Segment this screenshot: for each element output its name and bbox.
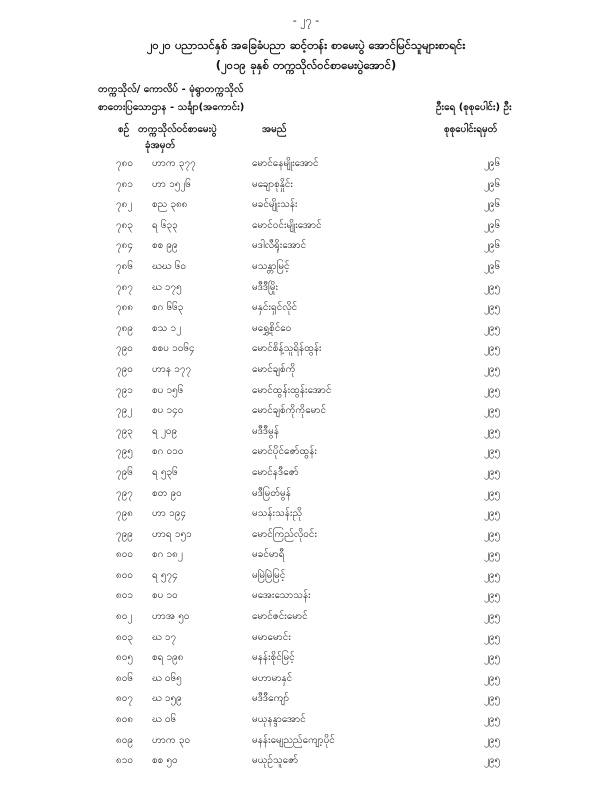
department-line: စာတေးပြသောဌာန - သင်္ချာ(အကောင်း) (98, 102, 245, 113)
row-roll-number: ဃဃ ၆၀ (152, 260, 186, 272)
table-row (0, 424, 612, 445)
row-serial: ၇၉၇ (116, 487, 133, 499)
row-name: မဟာမာနှင် (252, 672, 293, 684)
row-serial: ၇၉၅ (116, 446, 133, 458)
row-name: မနန်းစိုင်မြင့် (252, 652, 295, 664)
row-roll-number: ဟာက ၃၇၇ (152, 158, 196, 169)
row-serial: ၇၈၉ (116, 322, 133, 334)
row-roll-number: စပ ၁၅၆ (152, 384, 184, 396)
page-number: - ၂၇ - (292, 14, 320, 27)
table-row (0, 486, 612, 507)
row-name: မောင်ပိုင်ဇော်ထွန်း (252, 446, 317, 458)
table-row (0, 383, 612, 404)
row-serial: ၈၀၅ (116, 652, 133, 664)
row-marks: ၂၉၅ (484, 322, 501, 334)
row-roll-number: စဂ ၀၁၀ (152, 446, 184, 458)
university-line: တက္ကသိုလ်/ ကောလိပ် - မုံရွာတက္ကသိုလ် (98, 84, 244, 95)
row-marks: ၂၉၅ (484, 508, 501, 520)
row-name: မမြဲမြဲမြင့် (252, 569, 286, 581)
row-roll-number: စဂ ၆၆၃ (152, 302, 184, 314)
row-serial: ၇၉၂ (116, 405, 133, 417)
row-name: မရွှေ့စိုင်ဝေ (252, 322, 292, 334)
row-marks: ၂၉၅ (484, 425, 501, 437)
row-roll-number: စသ ၁၂ (152, 322, 182, 334)
row-name: မဒီဒီမြိုး (252, 281, 279, 293)
row-name: မနှင်းရှင်လိုင် (252, 302, 298, 314)
row-name: မသန်းသန်းညို (252, 508, 303, 520)
results-table (0, 156, 612, 774)
row-roll-number: ရ ၂၀၉ (152, 425, 178, 437)
row-roll-number: စစ ၅၀ (152, 755, 178, 767)
table-row (0, 156, 612, 177)
row-roll-number: ဟာအ ၅၀ (152, 611, 190, 623)
row-name: မနန်းမျေညည်ကျော့ပိုင် (252, 734, 335, 746)
table-row (0, 321, 612, 342)
row-marks: ၂၉၅ (484, 734, 501, 746)
row-roll-number: စဂ ၁၈၂ (152, 549, 183, 561)
row-marks: ၂၉၅ (484, 672, 501, 684)
table-row (0, 671, 612, 692)
row-marks: ၂၉၅ (484, 755, 501, 767)
row-name: မောင်နေမျိုးအောင် (252, 158, 319, 169)
row-marks: ၂၉၆ (484, 199, 501, 211)
row-marks: ၂၉၆ (484, 240, 501, 252)
row-roll-number: စပ ၁၀ (152, 590, 178, 602)
row-marks: ၂၉၅ (484, 631, 501, 643)
row-roll-number: ဃ ၀၆၅ (152, 672, 182, 684)
header-serial: စဉ် (118, 124, 130, 135)
row-roll-number: စပ ၁၄၀ (152, 405, 184, 417)
row-roll-number: ဟာန ၁၇၇ (152, 363, 192, 375)
row-serial: ၇၉၈ (116, 508, 133, 520)
row-serial: ၈၀၀ (116, 569, 133, 581)
table-row (0, 650, 612, 671)
row-name: မောင်ထွန်းထွန်းအောင် (252, 384, 332, 396)
table-row (0, 300, 612, 321)
table-row (0, 506, 612, 527)
row-roll-number: ဟာ ၁၉၄ (152, 508, 186, 520)
row-name: မောင်ကြည်လိုဝင်း (252, 528, 318, 540)
row-name: မမာမောင်း (252, 631, 291, 643)
table-row (0, 218, 612, 239)
row-roll-number: ရ ၅၇၄ (152, 569, 178, 581)
row-marks: ၂၉၅ (484, 343, 501, 355)
table-row (0, 630, 612, 651)
row-serial: ၈၀၈ (116, 714, 134, 726)
row-serial: ၇၈၄ (116, 240, 133, 252)
row-name: မချောစုနှိုင်း (252, 178, 293, 190)
row-name: မဒီဒီမွန် (252, 425, 280, 437)
row-marks: ၂၉၆ (484, 260, 501, 272)
row-serial: ၇၉၆ (116, 466, 133, 478)
row-roll-number: ဃ ၁၅၉ (152, 693, 182, 705)
row-marks: ၂၉၅ (484, 569, 501, 581)
table-row (0, 362, 612, 383)
row-serial: ၇၉၉ (116, 528, 133, 540)
table-row (0, 588, 612, 609)
row-serial: ၈၀၃ (116, 631, 133, 643)
table-row (0, 609, 612, 630)
row-name: မောင်ချစ်ကိုကိုမောင် (252, 405, 327, 417)
table-row (0, 712, 612, 733)
table-row (0, 465, 612, 486)
row-roll-number: ဃ ၀၆ (152, 714, 177, 726)
row-name: မောင်ချစ်ကို (252, 363, 296, 375)
row-name: မယုဉ်သူဇော် (252, 755, 299, 767)
table-row (0, 341, 612, 362)
table-row (0, 444, 612, 465)
row-marks: ၂၉၅ (484, 384, 501, 396)
row-roll-number: စစ ၉၉ (152, 240, 178, 252)
row-name: မခင်မာရီ (252, 549, 285, 561)
row-roll-number: စတ ၉၀ (152, 487, 182, 499)
row-name: မောင်ဝင်းမျိုးအောင် (252, 219, 322, 231)
row-marks: ၂၉၅ (484, 693, 501, 705)
row-marks: ၂၉၆ (484, 219, 501, 231)
row-name: မောင်ဇင်းမောင် (252, 611, 308, 623)
table-row (0, 259, 612, 280)
table-row (0, 177, 612, 198)
row-serial: ၈၀၉ (116, 734, 133, 746)
row-serial: ၇၈၀ (116, 158, 133, 169)
row-name: မောင်စိန့်သူရိန်ထွန်း (252, 343, 322, 355)
row-name: မဒါလီရိုးအောင် (252, 240, 307, 252)
row-name: မောင်နဒီဇော် (252, 466, 299, 478)
row-marks: ၂၉၅ (484, 528, 501, 540)
row-marks: ၂၉၅ (484, 302, 501, 314)
document-subtitle: (၂၀၁၉ ခုနှစ် တက္ကသိုလ်ဝင်စာမေးပွဲအောင်) (215, 58, 397, 72)
table-row (0, 280, 612, 301)
row-serial: ၈၀၇ (116, 693, 133, 705)
row-name: မယုနန္ဒာအောင် (252, 714, 306, 726)
row-marks: ၂၉၅ (484, 487, 501, 499)
row-serial: ၇၈၂ (116, 199, 133, 211)
row-marks: ၂၉၅ (484, 466, 501, 478)
row-roll-number: ဟာက ၃၀ (152, 734, 191, 746)
row-serial: ၇၈၁ (116, 178, 133, 190)
row-serial: ၇၈၇ (116, 281, 133, 293)
table-row (0, 547, 612, 568)
row-serial: ၇၈၆ (116, 260, 133, 272)
row-roll-number: စည ၃၈၈ (152, 199, 188, 211)
row-name: မသန္တာမြင့် (252, 260, 290, 272)
row-serial: ၇၉၀ (116, 363, 133, 375)
row-marks: ၂၉၆ (484, 178, 501, 190)
row-roll-number: စစပ ၁၀၆၄ (152, 343, 195, 355)
header-marks: စုစုပေါင်းရမှတ် (444, 124, 498, 135)
row-name: မအေးသောသန်း (252, 590, 311, 602)
row-marks: ၂၉၆ (484, 158, 501, 169)
row-roll-number: ရ ၅၃၆ (152, 466, 178, 478)
row-marks: ၂၉၅ (484, 281, 501, 293)
row-name: မဒီဒီကျော် (252, 693, 290, 705)
total-count-label: ဦးရေ (စုစုပေါင်း) ဦး (436, 102, 512, 113)
table-row (0, 197, 612, 218)
table-row (0, 403, 612, 424)
header-roll-number: ခုံအမှတ် (145, 140, 176, 151)
row-marks: ၂၉၅ (484, 363, 501, 375)
row-roll-number: ဃ ၁၇ (152, 631, 177, 643)
row-roll-number: ရ ၆၃၃ (152, 219, 178, 231)
table-row (0, 753, 612, 774)
row-serial: ၇၉၀ (116, 343, 133, 355)
header-roll: တက္ကသိုလ်ဝင်စာမေးပွဲ (138, 124, 217, 135)
table-row (0, 691, 612, 712)
row-marks: ၂၉၅ (484, 405, 501, 417)
row-marks: ၂၉၅ (484, 446, 501, 458)
row-name: မခင်မျိုးသန်း (252, 199, 298, 211)
table-row (0, 733, 612, 754)
row-serial: ၇၈၃ (116, 219, 133, 231)
row-serial: ၈၀၆ (116, 672, 133, 684)
table-row (0, 568, 612, 589)
document-title: ၂၀၂၀ ပညာသင်နှစ် အခြေခံပညာ ဆင့်တန်း စာမေးပွဲ အောင်မြင်သူများစာရင်း (146, 38, 466, 52)
row-roll-number: ဃ ၁၇၅ (152, 281, 182, 293)
row-serial: ၈၀၀ (116, 549, 133, 561)
row-marks: ၂၉၅ (484, 714, 501, 726)
row-name: မဒီမြတ်မွန် (252, 487, 291, 499)
row-marks: ၂၉၅ (484, 590, 501, 602)
row-roll-number: ဟာရ ၁၅၁ (152, 528, 192, 540)
row-roll-number: ဟာ ၁၅၂၆ (152, 178, 191, 190)
row-marks: ၂၉၅ (484, 549, 501, 561)
table-row (0, 238, 612, 259)
row-serial: ၈၀၂ (116, 611, 133, 623)
row-serial: ၇၉၁ (116, 384, 133, 396)
row-serial: ၈၁၀ (116, 755, 133, 767)
row-marks: ၂၉၅ (484, 652, 501, 664)
table-row (0, 527, 612, 548)
row-serial: ၈၀၁ (116, 590, 133, 602)
row-serial: ၇၈၈ (116, 302, 134, 314)
header-name: အမည် (262, 124, 287, 135)
row-serial: ၇၉၃ (116, 425, 133, 437)
row-marks: ၂၉၅ (484, 611, 501, 623)
row-roll-number: စရ ၁၉၈ (152, 652, 184, 664)
